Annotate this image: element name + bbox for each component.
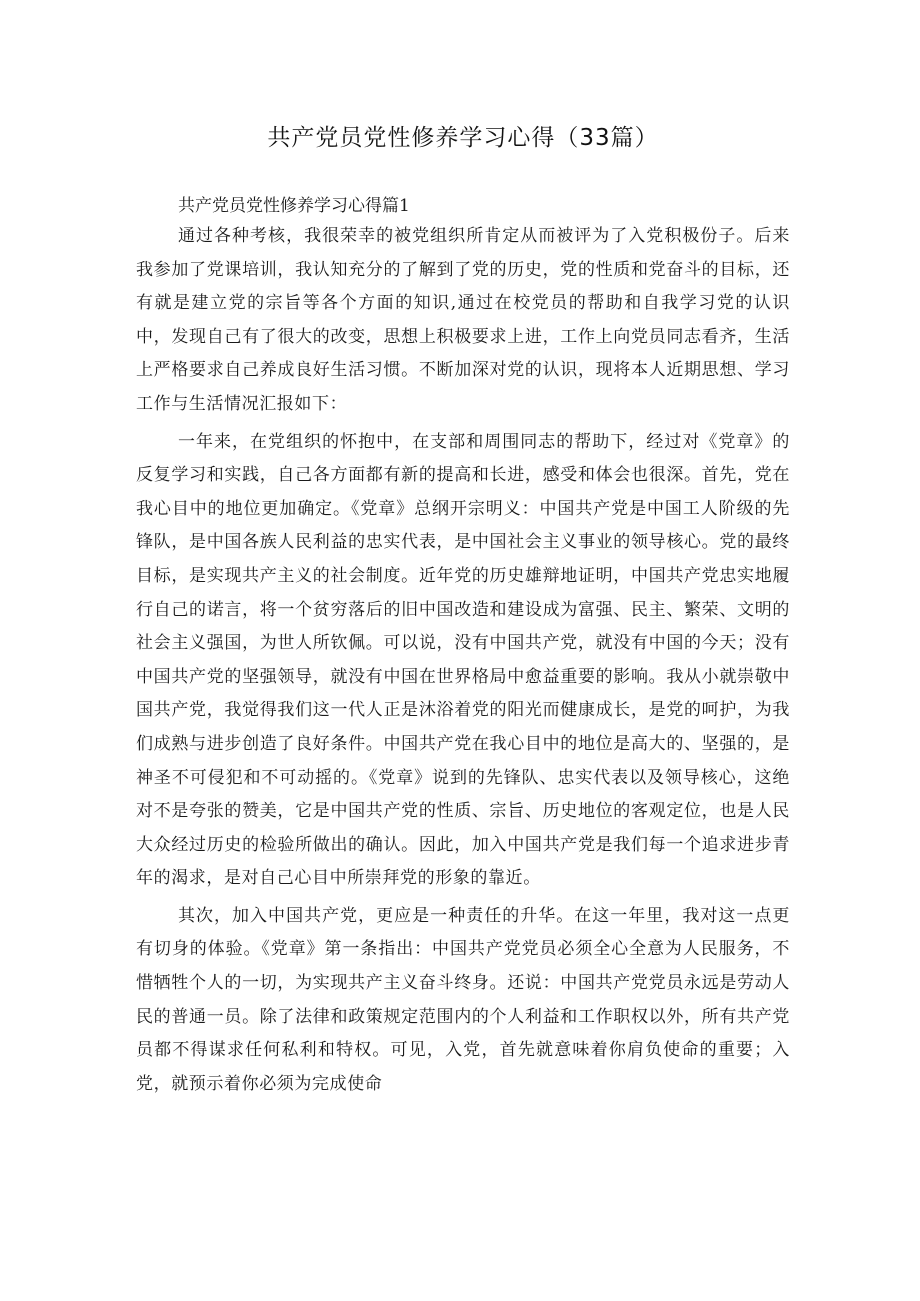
body-paragraph-3: 其次，加入中国共产党，更应是一种责任的升华。在这一年里，我对这一点更有切身的体验。《党章》第一条指出：中国共产党党员必须全心全意为人民服务，不惜牺牲个人的一切，为实现共产主义奋斗终身。还说：中国共产党党员永远是劳动人民的普通一员。除了法律和政策规定范围内的个人利益和工作职权以外，所有共产党员都不得谋求任何私利和特权。可见，入党，首先就意味着你肩负使命的重要；入党，就预示着你必须为完成使命 [136,905,790,1094]
document-title: 共产党员党性修养学习心得（33篇） [267,125,659,151]
body-paragraph-1: 通过各种考核，我很荣幸的被党组织所肯定从而被评为了入党积极份子。后来我参加了党课培训，我认知充分的了解到了党的历史，党的性质和党奋斗的目标，还有就是建立党的宗旨等各个方面的知识,通过在校党员的帮助和自我学习党的认识中，发现自己有了很大的改变，思想上积极要求上进，工作上向党员同志看齐，生活上严格要求自己养成良好生活习惯。不断加深对党的认识，现将本人近期思想、学习工作与生活情况汇报如下： [136,226,790,414]
section-heading: 共产党员党性修养学习心得篇1 [178,196,410,216]
body-paragraph-2: 一年来，在党组织的怀抱中，在支部和周围同志的帮助下，经过对《党章》的反复学习和实践，自己各方面都有新的提高和长进，感受和体会也很深。首先，党在我心目中的地位更加确定。《党章》总纲开宗明义：中国共产党是中国工人阶级的先锋队，是中国各族人民利益的忠实代表，是中国社会主义事业的领导核心。党的最终目标，是实现共产主义的社会制度。近年党的历史雄辩地证明，中国共产党忠实地履行自己的诺言，将一个贫穷落后的旧中国改造和建设成为富强、民主、繁荣、文明的社会主义强国，为世人所钦佩。可以说，没有中国共产党，就没有中国的今天；没有中国共产党的坚强领导，就没有中国在世界格局中愈益重要的影响。我从小就崇敬中国共产党，我觉得我们这一代人正是沐浴着党的阳光而健康成长，是党的呵护，为我们成熟与进步创造了良好条件。中国共产党在我心目中的地位是高大的、坚强的，是神圣不可侵犯和不可动摇的。《党章》说到的先锋队、忠实代表以及领导核心，这绝对不是夸张的赞美，它是中国共产党的性质、宗旨、历史地位的客观定位，也是人民大众经过历史的检验所做出的确认。因此，加入中国共产党是我们每一个追求进步青年的渴求，是对自己心目中所崇拜党的形象的靠近。 [136,431,790,889]
